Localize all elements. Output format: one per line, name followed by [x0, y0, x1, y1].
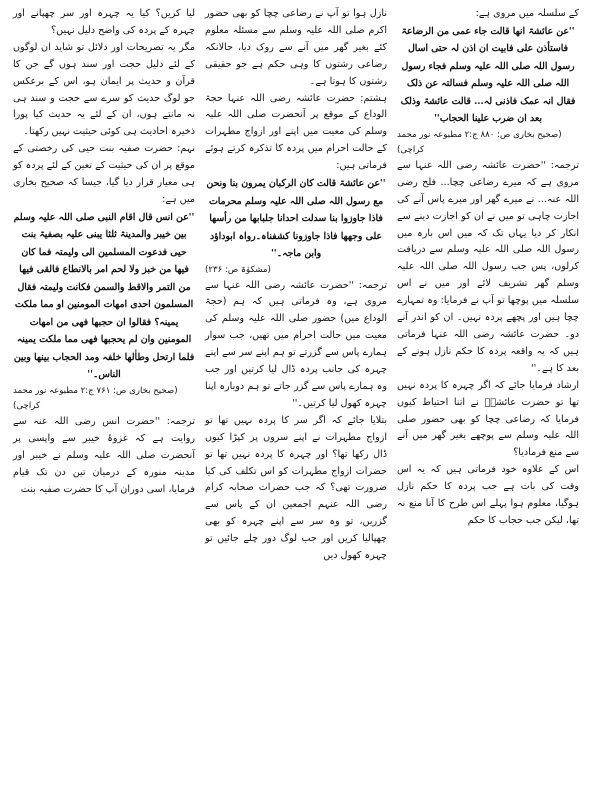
translation-paragraph: ترجمہ: ''حضرت انس رضی اللہ عنہ سے روایت ہے کہ غزوۂ خیبر سے واپسی پر آنحضرت صلی اللہ علیہ وسلم نے خیبر اور مدینہ منورہ کے درمیان تین دن تک قیام فرمایا، اسی دوران آپ کا حضرت صفیہ بنت: [13, 415, 195, 495]
text-column-left: [8, 6, 200, 787]
paragraph: مگر یہ تصریحات اور دلائل تو شاید ان لوگوں کے لئے دلیل حجت اور سند ہوں گے جن کا قرآن و حدیث پر ایمان ہو، اس کے برعکس جو لوگ حدیث کو سرے سے حجت و سند ہی نہ مانتے ہوں، ان کے لئے یہ حدیث کیا پورا ذخیرہ احادیث ہی کوئی حیثیت نہیں رکھتا۔: [13, 41, 195, 138]
citation: (صحیح بخاری ص: ۷۶۱ ج:۲ مطبوعہ نور محمد کراچی): [13, 385, 178, 411]
arabic-hadith: ''عن عائشۃ قالت کان الرکبان یمرون بنا ونحن مع رسول اللہ صلی اللہ علیہ وسلم محرمات فاذا جاوزوا بنا سدلت احدانا جلبابھا من رأسھا علی وجھھا فاذا جاوزونا کشفناہ۔رواہ ابوداؤد وابن ماجہ۔'': [206, 178, 386, 260]
paragraph: اس کے علاوہ خود فرماتی ہیں کہ یہ اس وقت کی بات ہے جب پردہ کا حکم نازل ہوگیا، معلوم ہوا پہلے اس طرح کا آنا منع نہ تھا، لیکن جب حجاب کا حکم: [397, 464, 579, 526]
citation: (صحیح بخاری ص: ۸۸۰ ج:۲ مطبوعہ نور محمد کراچی): [397, 129, 562, 155]
translation-paragraph: ترجمہ: ''حضرت عائشہ رضی اللہ عنہا سے مروی ہے کہ میرے رضاعی چچا... فلح رضی اللہ عنہ... نے میرے گھر اور میرے پاس آنے کی اجازت چاہی تو میں نے ان کو اجازت دینے سے انکار کر دیا یہاں تک کہ میں اس بارہ میں رسول اللہ صلی اللہ علیہ وسلم سے دریافت کرلوں، پس جب رسول اللہ صلی اللہ علیہ وسلم گھر تشریف لائے اور میں نے اس سلسلہ میں پوچھا تو آپ نے فرمایا: وہ تمہارے چچا ہیں اور پچھے پردہ نہیں۔ ان کو اندر آنے دو۔ حضرت عائشہ رضی اللہ عنہا فرماتی ہیں کہ یہ واقعہ پردہ کا حکم نازل ہونے کے بعد کا ہے۔'': [397, 159, 579, 374]
paragraph: بتلایا جائے کہ اگر سر کا پردہ نہیں تھا تو ازواج مطہرات نے اپنے سروں پر کپڑا کیوں ڈال رکھا تھا؟ اور چہرہ کا پردہ نہیں تھا تو حضرات ازواج مطہرات کو اس تکلف کی کیا ضرورت تھی؟ کہ جب حضرات صحابہ کرام رضی اللہ عنہم اجمعین ان کے پاس سے گزریں، تو وہ سر سے اپنے چہرہ کو بھی چھپالیا کریں اور جب لوگ دور چلے جائیں تو چہرہ کھول دیں: [205, 414, 387, 562]
paragraph: نازل ہوا تو آپ نے رضاعی چچا کو بھی حضور اکرم صلی اللہ علیہ وسلم سے مسئلہ معلوم کئے بغیر گھر میں آنے سے روک دیا، حالانکہ رضاعی رشتوں کا وہی حکم ہے جو حقیقی رشتوں کا ہوتا ہے۔: [205, 8, 387, 87]
arabic-hadith: ''عن انس قال اقام النبی صلی اللہ علیہ وسلم بین خیبر والمدینۃ ثلثا یبنی علیہ بصفیۃ بنت حیی فدعوت المسلمین الی ولیمتہ فما کان فیھا من خبز ولا لحم امر بالانطاع فالقی فیھا من التمر والاقط والسمن فکانت ولیمتہ فقال المسلمون احدی امھات المومنین او مما ملکت یمینہ؟ فقالوا ان حجبھا فھی من امھات المومنین وان لم یحجبھا فھی مما ملکت یمینہ فلما ارتحل وطاٰلھا خلفہ ومد الحجاب بینھا وبین الناس۔'': [13, 211, 195, 381]
arabic-hadith: ''عن عائشۃ انھا قالت جاء عمی من الرضاعۃ فاستأذن علی فابیت ان اذن لہ حتی اسال رسول اللہ صلی اللہ علیہ وسلم فجاء رسول اللہ صلی اللہ علیہ وسلم فسالتہ عن ذلک فقال انہ عمک فاذنی لہ... قالت عائشۃ وذلک بعد ان ضرب علینا الحجاب'': [400, 25, 576, 125]
text-column-middle: [200, 6, 392, 787]
citation: (مشکوٰۃ ص: ۲۳۶): [205, 264, 271, 275]
paragraph: نہم: حضرت صفیہ بنت حیی کی رخصتی کے موقع پر ان کی حیثیت کے تعین کے لئے پردہ کو ہی معیار قرار دیا گیا، جیسا کہ صحیح بخاری میں ہے:: [13, 143, 195, 205]
paragraph: کے سلسلہ میں مروی ہے:: [475, 8, 579, 19]
paragraph: ہشتم: حضرت عائشہ رضی اللہ عنہا حجۃ الوداع کے موقع پر آنحضرت صلی اللہ علیہ وسلم کی معیت میں اپنے اور ازواج مطہرات کے حالت احرام میں پردہ کا تذکرہ کرتے ہوئے فرماتی ہیں:: [205, 92, 387, 172]
paragraph: لیا کریں؟ کیا یہ چہرہ اور سر چھپانے اور چہرہ کے پردہ کی واضح دلیل نہیں؟: [13, 8, 195, 36]
paragraph: ارشاد فرمایا جائے کہ اگر چہرہ کا پردہ نہیں تھا تو حضرت عائشہؓ نے اتنا احتیاط کیوں فرمایا کہ رضاعی چچا کو بھی حضور صلی اللہ علیہ وسلم سے پوچھے بغیر گھر میں آنے سے منع فرمادیا؟: [397, 379, 579, 459]
translation-paragraph: ترجمہ: ''حضرت عائشہ رضی اللہ عنہا سے مروی ہے، وہ فرماتی ہیں کہ ہم (حجۃ الوداع میں) حضور صلی اللہ علیہ وسلم کی معیت میں حالت احرام میں تھیں، جب سوار ہمارے پاس سے گزرتے تو ہم اپنے سر سے اپنے چہرہ کی جانب پردہ ڈال لیا کرتیں اور جب وہ ہمارے پاس سے گزر جاتے تو ہم دوبارہ اپنا چہرہ کھول لیا کرتیں۔'': [205, 279, 387, 409]
text-column-right: [392, 6, 584, 787]
